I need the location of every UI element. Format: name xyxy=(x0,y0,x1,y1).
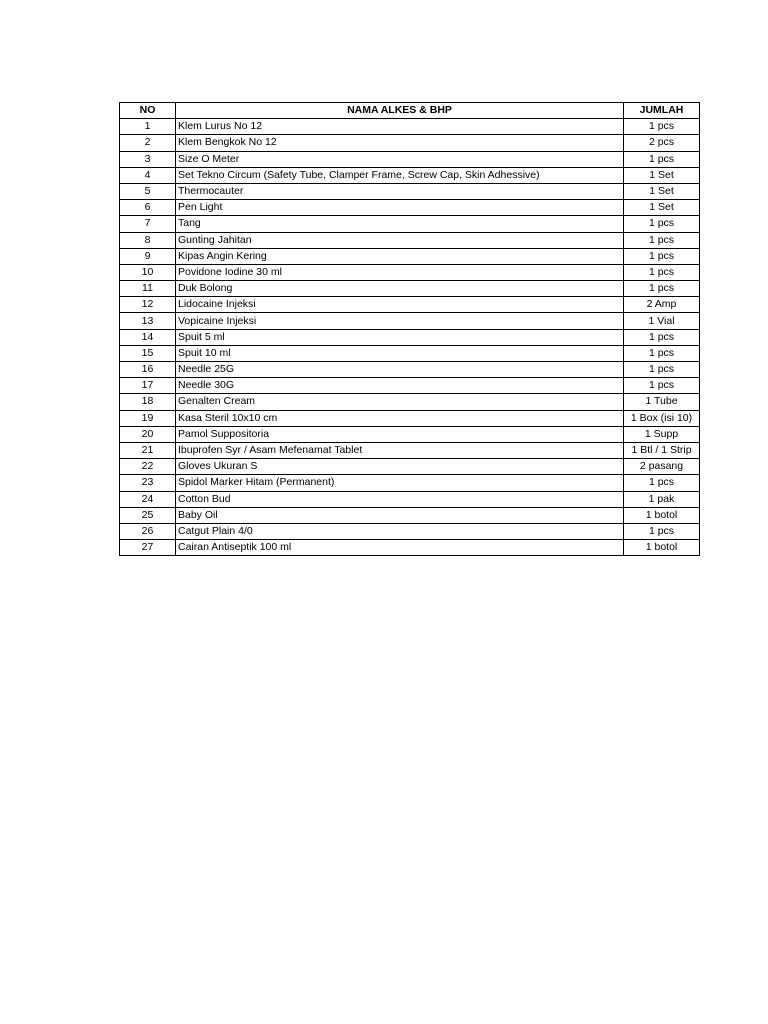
cell-no: 16 xyxy=(120,362,176,378)
table-row xyxy=(120,507,700,523)
cell-no: 10 xyxy=(120,264,176,280)
cell-name: Kasa Steril 10x10 cm xyxy=(176,410,624,426)
cell-qty: 1 pcs xyxy=(624,264,700,280)
cell-qty: 1 pcs xyxy=(624,475,700,491)
cell-qty: 1 pcs xyxy=(624,329,700,345)
cell-name: Needle 25G xyxy=(176,362,624,378)
table-row xyxy=(120,491,700,507)
cell-qty: 1 pcs xyxy=(624,281,700,297)
cell-qty: 1 pcs xyxy=(624,248,700,264)
table-row xyxy=(120,362,700,378)
table-row xyxy=(120,135,700,151)
cell-no: 2 xyxy=(120,135,176,151)
cell-no: 15 xyxy=(120,345,176,361)
table-row xyxy=(120,151,700,167)
cell-name: Cotton Bud xyxy=(176,491,624,507)
cell-name: Duk Bolong xyxy=(176,281,624,297)
cell-name: Klem Bengkok No 12 xyxy=(176,135,624,151)
table-row xyxy=(120,459,700,475)
header-qty: JUMLAH xyxy=(624,103,700,119)
cell-name: Kipas Angin Kering xyxy=(176,248,624,264)
cell-qty: 1 pcs xyxy=(624,216,700,232)
table-row xyxy=(120,410,700,426)
table-row xyxy=(120,345,700,361)
cell-name: Povidone Iodine 30 ml xyxy=(176,264,624,280)
table-row xyxy=(120,119,700,135)
cell-qty: 1 pcs xyxy=(624,378,700,394)
cell-no: 20 xyxy=(120,426,176,442)
cell-no: 7 xyxy=(120,216,176,232)
table-row xyxy=(120,378,700,394)
cell-no: 6 xyxy=(120,200,176,216)
cell-name: Spidol Marker Hitam (Permanent) xyxy=(176,475,624,491)
table-row xyxy=(120,200,700,216)
cell-no: 22 xyxy=(120,459,176,475)
table-row xyxy=(120,232,700,248)
table-row xyxy=(120,426,700,442)
table-header xyxy=(120,103,700,119)
header-no: NO xyxy=(120,103,176,119)
cell-no: 24 xyxy=(120,491,176,507)
cell-name: Set Tekno Circum (Safety Tube, Clamper Frame, Screw Cap, Skin Adhessive) xyxy=(176,167,624,183)
cell-no: 23 xyxy=(120,475,176,491)
cell-name: Catgut Plain 4/0 xyxy=(176,523,624,539)
cell-qty: 1 Set xyxy=(624,167,700,183)
cell-name: Pen Light xyxy=(176,200,624,216)
cell-qty: 1 Box (isi 10) xyxy=(624,410,700,426)
cell-name: Vopicaine Injeksi xyxy=(176,313,624,329)
cell-name: Cairan Antiseptik 100 ml xyxy=(176,540,624,556)
cell-no: 8 xyxy=(120,232,176,248)
cell-qty: 1 pcs xyxy=(624,523,700,539)
cell-name: Ibuprofen Syr / Asam Mefenamat Tablet xyxy=(176,442,624,458)
table-row xyxy=(120,167,700,183)
cell-qty: 2 Amp xyxy=(624,297,700,313)
cell-name: Size O Meter xyxy=(176,151,624,167)
cell-name: Gloves Ukuran S xyxy=(176,459,624,475)
cell-no: 5 xyxy=(120,183,176,199)
cell-name: Spuit 10 ml xyxy=(176,345,624,361)
cell-no: 11 xyxy=(120,281,176,297)
header-name: NAMA ALKES & BHP xyxy=(176,103,624,119)
cell-qty: 1 Btl / 1 Strip xyxy=(624,442,700,458)
cell-qty: 1 Vial xyxy=(624,313,700,329)
table-row xyxy=(120,264,700,280)
table-row xyxy=(120,540,700,556)
cell-qty: 1 pcs xyxy=(624,151,700,167)
table-row xyxy=(120,523,700,539)
table-row xyxy=(120,329,700,345)
table-row xyxy=(120,216,700,232)
table-row xyxy=(120,442,700,458)
cell-no: 9 xyxy=(120,248,176,264)
cell-no: 27 xyxy=(120,540,176,556)
cell-name: Spuit 5 ml xyxy=(176,329,624,345)
cell-qty: 2 pcs xyxy=(624,135,700,151)
cell-no: 17 xyxy=(120,378,176,394)
cell-name: Pamol Suppositoria xyxy=(176,426,624,442)
cell-qty: 1 pak xyxy=(624,491,700,507)
table-row xyxy=(120,394,700,410)
cell-no: 14 xyxy=(120,329,176,345)
cell-qty: 1 pcs xyxy=(624,232,700,248)
cell-name: Baby Oil xyxy=(176,507,624,523)
cell-no: 25 xyxy=(120,507,176,523)
cell-name: Klem Lurus No 12 xyxy=(176,119,624,135)
cell-qty: 2 pasang xyxy=(624,459,700,475)
cell-no: 1 xyxy=(120,119,176,135)
cell-qty: 1 botol xyxy=(624,507,700,523)
table-row xyxy=(120,297,700,313)
cell-no: 19 xyxy=(120,410,176,426)
cell-no: 21 xyxy=(120,442,176,458)
cell-no: 4 xyxy=(120,167,176,183)
cell-name: Needle 30G xyxy=(176,378,624,394)
table-row xyxy=(120,183,700,199)
cell-qty: 1 pcs xyxy=(624,345,700,361)
cell-name: Tang xyxy=(176,216,624,232)
cell-no: 12 xyxy=(120,297,176,313)
cell-name: Gunting Jahitan xyxy=(176,232,624,248)
table-body xyxy=(120,119,700,556)
cell-no: 18 xyxy=(120,394,176,410)
cell-no: 13 xyxy=(120,313,176,329)
cell-qty: 1 Set xyxy=(624,183,700,199)
table-row xyxy=(120,313,700,329)
table-row xyxy=(120,248,700,264)
header-row xyxy=(120,103,700,119)
cell-no: 26 xyxy=(120,523,176,539)
table-row xyxy=(120,475,700,491)
cell-no: 3 xyxy=(120,151,176,167)
cell-qty: 1 pcs xyxy=(624,119,700,135)
cell-name: Thermocauter xyxy=(176,183,624,199)
cell-qty: 1 botol xyxy=(624,540,700,556)
cell-name: Genalten Cream xyxy=(176,394,624,410)
equipment-table xyxy=(119,102,700,556)
cell-qty: 1 Set xyxy=(624,200,700,216)
cell-qty: 1 pcs xyxy=(624,362,700,378)
table-row xyxy=(120,281,700,297)
cell-name: Lidocaine Injeksi xyxy=(176,297,624,313)
cell-qty: 1 Tube xyxy=(624,394,700,410)
cell-qty: 1 Supp xyxy=(624,426,700,442)
